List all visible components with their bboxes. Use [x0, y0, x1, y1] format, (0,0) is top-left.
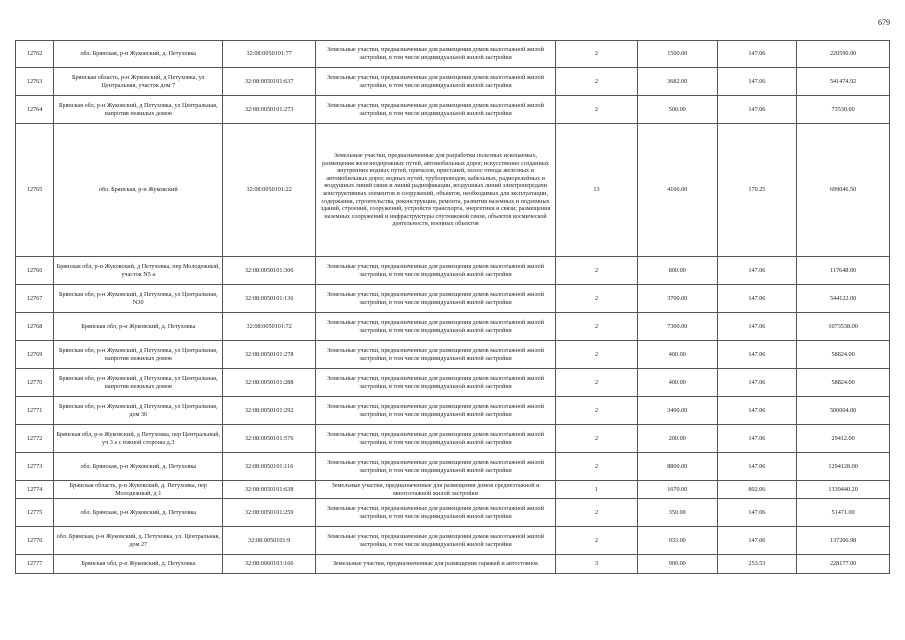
cadastral-value-cell: 1073538.00 — [797, 313, 890, 341]
land-use-cell: Земельные участки, предназначенные для размещения домов среднеэтажной и многоэтажной жилой застройки — [316, 481, 556, 499]
land-use-cell: Земельные участки, предназначенные для размещения домов малоэтажной жилой застройки, в том числе индивидуальной жилой застройки — [316, 369, 556, 397]
specific-value-cell: 147.06 — [717, 369, 797, 397]
address-cell: Брянская обл, р-н Жуковский, д. Петуховка — [54, 555, 223, 574]
specific-value-cell: 147.06 — [717, 341, 797, 369]
land-use-cell: Земельные участки, предназначенные для размещения домов малоэтажной жилой застройки, в том числе индивидуальной жилой застройки — [316, 41, 556, 68]
address-cell: обл. Брянская, р-н Жуковский, д. Петуховка — [54, 499, 223, 527]
cadastral-number-cell: 32:08:0050101:9 — [223, 527, 316, 555]
cadastral-value-cell: 58824.00 — [797, 369, 890, 397]
specific-value-cell: 147.06 — [717, 285, 797, 313]
use-group-cell: 13 — [556, 124, 638, 257]
table-row — [16, 369, 890, 397]
row-number-cell: 12766 — [16, 257, 54, 285]
use-group-cell: 2 — [556, 96, 638, 124]
row-number-cell: 12775 — [16, 499, 54, 527]
use-group-cell: 2 — [556, 369, 638, 397]
address-cell: Брянская обл, р-н Жуковский, д. Петуховка — [54, 313, 223, 341]
table-row — [16, 425, 890, 453]
land-use-cell: Земельные участки, предназначенные для размещения домов малоэтажной жилой застройки, в том числе индивидуальной жилой застройки — [316, 257, 556, 285]
area-cell: 3700.00 — [637, 285, 717, 313]
area-cell: 933.00 — [637, 527, 717, 555]
cadastral-number-cell: 32:08:0050101:306 — [223, 257, 316, 285]
cadastral-number-cell: 32:08:0050101:72 — [223, 313, 316, 341]
land-use-cell: Земельные участки, предназначенные для размещения домов малоэтажной жилой застройки, в том числе индивидуальной жилой застройки — [316, 397, 556, 425]
cadastral-number-cell: 32:08:0050101:259 — [223, 499, 316, 527]
area-cell: 7300.00 — [637, 313, 717, 341]
cadastral-value-cell: 500004.00 — [797, 397, 890, 425]
address-cell: Брянская область, р-н Жуковский, д. Петуховка, пер Молодежный, д 1 — [54, 481, 223, 499]
land-use-cell: Земельные участки, предназначенные для разработки полезных ископаемых, размещения железнодорожных путей, автомобильных дорог, искусственно созданных внутренних водных путей, причалов, пристаней, полос отвода железных и автомобильных дорог, водных путей, трубопроводов, кабельных, радиорелейных и воздушных линий связи и линий радиофикации, воздушных линий электропередачи конструктивных элементов и сооружений, объектов, необходимых для эксплуатации, содержания, строительства, реконструкции, ремонта, развития наземных и подземных зданий, строений, сооружений, устройств транспорта, энергетики и связи; размещения наземных сооружений и инфраструктуры спутниковой связи, объектов космической деятельности, военных объектов — [316, 124, 556, 257]
land-use-cell: Земельные участки, предназначенные для размещения домов малоэтажной жилой застройки, в том числе индивидуальной жилой застройки — [316, 313, 556, 341]
land-use-cell: Земельные участки, предназначенные для размещения домов малоэтажной жилой застройки, в том числе индивидуальной жилой застройки — [316, 527, 556, 555]
table-row — [16, 397, 890, 425]
cadastral-number-cell: 32:08:0050101:637 — [223, 68, 316, 96]
table-row — [16, 257, 890, 285]
use-group-cell: 1 — [556, 481, 638, 499]
address-cell: Брянская обл, р-н Жуковский, д Петуховка, ул Центральная, N30 — [54, 285, 223, 313]
area-cell: 350.00 — [637, 499, 717, 527]
cadastral-value-cell: 51471.00 — [797, 499, 890, 527]
use-group-cell: 2 — [556, 341, 638, 369]
row-number-cell: 12770 — [16, 369, 54, 397]
row-number-cell: 12762 — [16, 41, 54, 68]
row-number-cell: 12763 — [16, 68, 54, 96]
cadastral-number-cell: 32:08:0050101:77 — [223, 41, 316, 68]
cadastral-number-cell: 32:08:0060103:166 — [223, 555, 316, 574]
row-number-cell: 12764 — [16, 96, 54, 124]
specific-value-cell: 147.06 — [717, 313, 797, 341]
cadastral-number-cell: 32:08:0050101:638 — [223, 481, 316, 499]
use-group-cell: 2 — [556, 397, 638, 425]
address-cell: обл. Брянская, р-н Жуковский, д. Петуховка — [54, 41, 223, 68]
row-number-cell: 12774 — [16, 481, 54, 499]
cadastral-number-cell: 32:08:0050101:576 — [223, 425, 316, 453]
cadastral-value-cell: 544122.00 — [797, 285, 890, 313]
cadastral-value-cell: 541474.92 — [797, 68, 890, 96]
cadastral-value-cell: 117648.00 — [797, 257, 890, 285]
use-group-cell: 2 — [556, 453, 638, 481]
area-cell: 1670.00 — [637, 481, 717, 499]
area-cell: 900.00 — [637, 555, 717, 574]
specific-value-cell: 147.06 — [717, 527, 797, 555]
row-number-cell: 12772 — [16, 425, 54, 453]
area-cell: 4106.00 — [637, 124, 717, 257]
use-group-cell: 2 — [556, 499, 638, 527]
use-group-cell: 3 — [556, 555, 638, 574]
row-number-cell: 12776 — [16, 527, 54, 555]
land-use-cell: Земельные участки, предназначенные для размещения домов малоэтажной жилой застройки, в том числе индивидуальной жилой застройки — [316, 96, 556, 124]
table-row — [16, 481, 890, 499]
use-group-cell: 2 — [556, 285, 638, 313]
cadastral-number-cell: 32:08:0050101:288 — [223, 369, 316, 397]
area-cell: 200.00 — [637, 425, 717, 453]
specific-value-cell: 147.06 — [717, 68, 797, 96]
specific-value-cell: 147.06 — [717, 499, 797, 527]
cadastral-number-cell: 32:08:0050101:116 — [223, 453, 316, 481]
land-use-cell: Земельные участки, предназначенные для размещения домов малоэтажной жилой застройки, в том числе индивидуальной жилой застройки — [316, 453, 556, 481]
page-number: 679 — [878, 18, 890, 27]
use-group-cell: 2 — [556, 257, 638, 285]
cadastral-value-cell: 58824.00 — [797, 341, 890, 369]
land-use-cell: Земельные участки, предназначенные для размещения домов малоэтажной жилой застройки, в том числе индивидуальной жилой застройки — [316, 285, 556, 313]
area-cell: 3682.00 — [637, 68, 717, 96]
cadastral-number-cell: 32:08:0050101:278 — [223, 341, 316, 369]
land-use-cell: Земельные участки, предназначенные для размещения домов малоэтажной жилой застройки, в том числе индивидуальной жилой застройки — [316, 341, 556, 369]
cadastral-value-cell: 29412.00 — [797, 425, 890, 453]
specific-value-cell: 147.06 — [717, 41, 797, 68]
specific-value-cell: 802.06 — [717, 481, 797, 499]
area-cell: 3400.00 — [637, 397, 717, 425]
address-cell: Брянская обл, р-н Жуковский, д Петуховка, ул Центральная, напротив нежилых домов — [54, 369, 223, 397]
cadastral-number-cell: 32:08:0050101:22 — [223, 124, 316, 257]
row-number-cell: 12768 — [16, 313, 54, 341]
table-row — [16, 124, 890, 257]
table-row — [16, 527, 890, 555]
land-use-cell: Земельные участки, предназначенные для размещения гаражей и автостоянок — [316, 555, 556, 574]
land-use-cell: Земельные участки, предназначенные для размещения домов малоэтажной жилой застройки, в том числе индивидуальной жилой застройки — [316, 499, 556, 527]
address-cell: Брянская обл, р-н Жуковский, д Петуховка, пер Молодежный, участок N5 а — [54, 257, 223, 285]
table-row — [16, 499, 890, 527]
address-cell: Брянская обл, р-н Жуковский, д Петуховка, пер Центральный, уч 3 а с южной стороны д.3 — [54, 425, 223, 453]
use-group-cell: 2 — [556, 68, 638, 96]
area-cell: 500.00 — [637, 96, 717, 124]
address-cell: Брянская обл, р-н Жуковский, д Петуховка, ул Центральная, напротив нежилых домов — [54, 341, 223, 369]
cadastral-number-cell: 32:08:0050101:273 — [223, 96, 316, 124]
specific-value-cell: 147.06 — [717, 453, 797, 481]
specific-value-cell: 147.06 — [717, 257, 797, 285]
cadastral-value-cell: 228177.00 — [797, 555, 890, 574]
use-group-cell: 2 — [556, 41, 638, 68]
cadastral-number-cell: 32:08:0050101:292 — [223, 397, 316, 425]
row-number-cell: 12771 — [16, 397, 54, 425]
address-cell: обл. Брянская, р-н Жуковский, д. Петуховка, ул. Центральная, дом 27 — [54, 527, 223, 555]
table-row — [16, 313, 890, 341]
row-number-cell: 12769 — [16, 341, 54, 369]
table-row — [16, 96, 890, 124]
area-cell: 800.00 — [637, 257, 717, 285]
use-group-cell: 2 — [556, 527, 638, 555]
cadastral-value-cell: 1339440.20 — [797, 481, 890, 499]
area-cell: 400.00 — [637, 369, 717, 397]
address-cell: обл. Брянская, р-н Жуковский — [54, 124, 223, 257]
cadastral-value-cell: 699046.50 — [797, 124, 890, 257]
specific-value-cell: 170.25 — [717, 124, 797, 257]
area-cell: 400.00 — [637, 341, 717, 369]
cadastral-value-cell: 1294128.00 — [797, 453, 890, 481]
area-cell: 1500.00 — [637, 41, 717, 68]
table-row — [16, 341, 890, 369]
row-number-cell: 12767 — [16, 285, 54, 313]
use-group-cell: 2 — [556, 313, 638, 341]
specific-value-cell: 253.53 — [717, 555, 797, 574]
specific-value-cell: 147.06 — [717, 425, 797, 453]
address-cell: Брянская область, р-н Жуковский, д Петуховка, ул Центральная, участок дом 7 — [54, 68, 223, 96]
table-row — [16, 555, 890, 574]
table-row — [16, 41, 890, 68]
address-cell: Брянская обл, р-н Жуковский, д Петуховка, ул Центральная, дом 36 — [54, 397, 223, 425]
land-use-cell: Земельные участки, предназначенные для размещения домов малоэтажной жилой застройки, в том числе индивидуальной жилой застройки — [316, 425, 556, 453]
cadastral-number-cell: 32:08:0050101:136 — [223, 285, 316, 313]
use-group-cell: 2 — [556, 425, 638, 453]
land-use-cell: Земельные участки, предназначенные для размещения домов малоэтажной жилой застройки, в том числе индивидуальной жилой застройки — [316, 68, 556, 96]
address-cell: обл. Брянская, р-н Жуковский, д. Петуховка — [54, 453, 223, 481]
cadastral-value-cell: 220590.00 — [797, 41, 890, 68]
table-row — [16, 285, 890, 313]
area-cell: 8800.00 — [637, 453, 717, 481]
row-number-cell: 12777 — [16, 555, 54, 574]
cadastral-value-cell: 73530.00 — [797, 96, 890, 124]
row-number-cell: 12765 — [16, 124, 54, 257]
row-number-cell: 12773 — [16, 453, 54, 481]
cadastral-value-cell: 137206.98 — [797, 527, 890, 555]
land-registry-table — [15, 40, 890, 574]
specific-value-cell: 147.06 — [717, 397, 797, 425]
address-cell: Брянская обл, р-н Жуковский, д Петуховка, ул Центральная, напротив нежилых домов — [54, 96, 223, 124]
table-row — [16, 68, 890, 96]
table-row — [16, 453, 890, 481]
specific-value-cell: 147.06 — [717, 96, 797, 124]
